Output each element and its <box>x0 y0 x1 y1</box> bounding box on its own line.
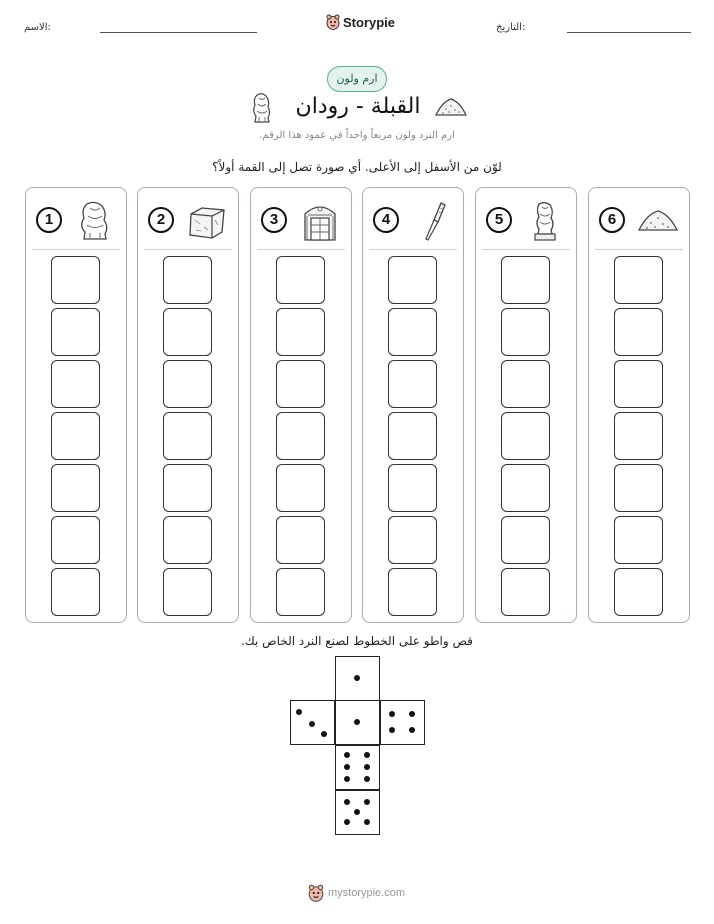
color-cell[interactable] <box>388 516 437 564</box>
die-face <box>335 656 380 701</box>
color-cell[interactable] <box>614 412 663 460</box>
column-number: 4 <box>373 207 399 233</box>
color-cell[interactable] <box>388 412 437 460</box>
color-cell[interactable] <box>501 360 550 408</box>
color-cell[interactable] <box>501 412 550 460</box>
column-5 <box>475 187 577 623</box>
color-cell[interactable] <box>276 464 325 512</box>
die-pip <box>296 709 302 715</box>
color-cell[interactable] <box>501 516 550 564</box>
sand-pile-icon <box>637 200 679 242</box>
die-pip <box>364 799 370 805</box>
header <box>0 14 714 44</box>
color-cell[interactable] <box>501 256 550 304</box>
color-cell[interactable] <box>388 308 437 356</box>
page-title: القبلة - رودان <box>295 94 421 119</box>
color-cell[interactable] <box>163 360 212 408</box>
color-cell[interactable] <box>388 256 437 304</box>
color-cell[interactable] <box>51 360 100 408</box>
column-number: 3 <box>261 207 287 233</box>
color-cell[interactable] <box>614 256 663 304</box>
color-cell[interactable] <box>388 464 437 512</box>
column-number: 5 <box>486 207 512 233</box>
color-cell[interactable] <box>501 568 550 616</box>
column-divider <box>257 249 345 250</box>
color-cell[interactable] <box>276 516 325 564</box>
die-pip <box>364 819 370 825</box>
subtitle: ارم النرد ولون مربعاً واحداً في عمود هذا الرقم. <box>259 130 455 141</box>
cut-instruction: قص واطو على الخطوط لصنع النرد الخاص بك. <box>241 634 473 648</box>
column-number: 1 <box>36 207 62 233</box>
die-face <box>335 790 380 835</box>
die-pip <box>354 809 360 815</box>
color-cell[interactable] <box>614 568 663 616</box>
die-pip <box>364 764 370 770</box>
color-cell[interactable] <box>163 308 212 356</box>
color-cell[interactable] <box>614 360 663 408</box>
column-divider <box>482 249 570 250</box>
column-6 <box>588 187 690 623</box>
date-line[interactable] <box>567 32 691 33</box>
brand-logo <box>326 14 395 30</box>
column-number: 6 <box>599 207 625 233</box>
storypie-mascot-icon <box>326 14 340 30</box>
die-pip <box>321 731 327 737</box>
color-cell[interactable] <box>276 412 325 460</box>
color-cell[interactable] <box>276 568 325 616</box>
storypie-mascot-icon <box>308 884 324 902</box>
color-cell[interactable] <box>51 308 100 356</box>
color-cell[interactable] <box>276 256 325 304</box>
die-pip <box>344 776 350 782</box>
color-cell[interactable] <box>51 256 100 304</box>
die-pip <box>354 719 360 725</box>
column-number: 2 <box>148 207 174 233</box>
die-pip <box>344 819 350 825</box>
color-cell[interactable] <box>51 516 100 564</box>
gates-of-hell-icon <box>299 200 341 242</box>
column-divider <box>595 249 683 250</box>
column-1 <box>25 187 127 623</box>
footer-url: mystorypie.com <box>328 887 406 899</box>
color-cell[interactable] <box>614 516 663 564</box>
die-pip <box>389 727 395 733</box>
date-label: التاريخ: <box>496 22 526 33</box>
activity-badge: ارم ولون <box>327 66 387 92</box>
die-pip <box>309 721 315 727</box>
column-divider <box>369 249 457 250</box>
sand-pile-icon <box>434 96 468 118</box>
die-pip <box>344 752 350 758</box>
brand-name: Storypie <box>343 14 396 30</box>
column-2 <box>137 187 239 623</box>
die-pip <box>409 711 415 717</box>
column-4 <box>362 187 464 623</box>
die-face <box>380 700 425 745</box>
column-divider <box>32 249 120 250</box>
color-cell[interactable] <box>163 568 212 616</box>
die-pip <box>364 752 370 758</box>
title-row <box>0 92 714 128</box>
name-line[interactable] <box>100 32 257 33</box>
die-pip <box>354 675 360 681</box>
die-pip <box>344 764 350 770</box>
color-cell[interactable] <box>501 464 550 512</box>
column-3 <box>250 187 352 623</box>
die-face <box>290 700 335 745</box>
color-cell[interactable] <box>614 308 663 356</box>
color-cell[interactable] <box>51 568 100 616</box>
color-cell[interactable] <box>163 412 212 460</box>
die-face <box>335 745 380 790</box>
column-divider <box>144 249 232 250</box>
kiss-sculpture-icon <box>74 200 116 242</box>
kiss-sculpture-icon <box>250 92 274 124</box>
footer <box>308 884 405 902</box>
question: لوّن من الأسفل إلى الأعلى. أي صورة تصل إلى القمة أولاً؟ <box>212 160 502 174</box>
chisel-icon <box>411 200 453 242</box>
name-label: الاسم: <box>24 22 51 33</box>
die-pip <box>409 727 415 733</box>
color-cell[interactable] <box>163 516 212 564</box>
stone-block-icon <box>186 200 228 242</box>
color-cell[interactable] <box>614 464 663 512</box>
color-cell[interactable] <box>276 360 325 408</box>
die-face <box>335 700 380 745</box>
color-cell[interactable] <box>51 412 100 460</box>
color-cell[interactable] <box>163 464 212 512</box>
color-cell[interactable] <box>51 464 100 512</box>
color-cell[interactable] <box>388 568 437 616</box>
die-pip <box>364 776 370 782</box>
die-pip <box>389 711 395 717</box>
color-cell[interactable] <box>276 308 325 356</box>
color-cell[interactable] <box>501 308 550 356</box>
lovers-statue-icon <box>524 200 566 242</box>
color-cell[interactable] <box>388 360 437 408</box>
die-pip <box>344 799 350 805</box>
color-cell[interactable] <box>163 256 212 304</box>
